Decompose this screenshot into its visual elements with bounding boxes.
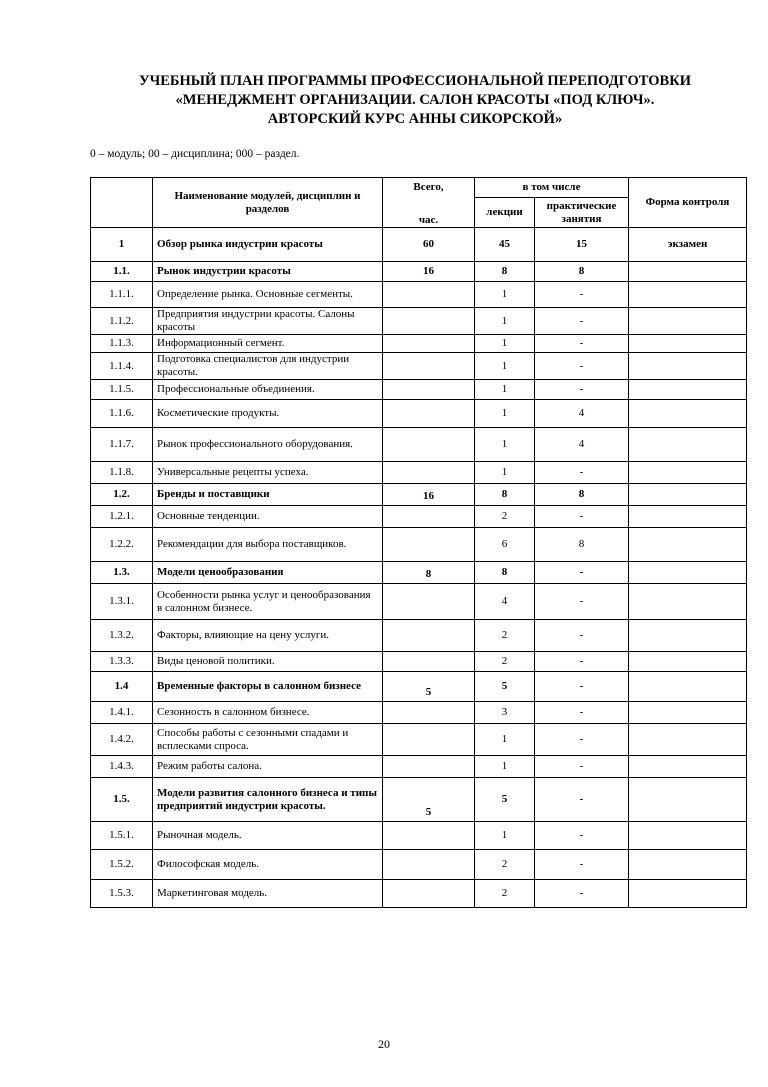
row-total-hours: 60: [383, 228, 475, 262]
header-total-top: Всего,: [383, 178, 475, 212]
row-total-hours: [383, 506, 475, 528]
row-number: 1.1.5.: [91, 380, 153, 400]
row-total-hours: [383, 702, 475, 724]
row-practice-hours: -: [535, 620, 629, 652]
title-line-1: УЧЕБНЫЙ ПЛАН ПРОГРАММЫ ПРОФЕССИОНАЛЬНОЙ ПЕРЕПОДГОТОВКИ: [138, 73, 692, 89]
row-control-form: [629, 262, 747, 282]
row-lecture-hours: 8: [475, 562, 535, 584]
row-name: Подготовка специалистов для индустрии красоты.: [153, 353, 383, 380]
row-name: Философская модель.: [153, 850, 383, 880]
row-practice-hours: -: [535, 308, 629, 335]
row-control-form: [629, 462, 747, 484]
row-total-hours: [383, 584, 475, 620]
row-lecture-hours: 1: [475, 822, 535, 850]
table-row: [91, 282, 747, 308]
row-number: 1.1.6.: [91, 400, 153, 428]
row-lecture-hours: 1: [475, 462, 535, 484]
row-number: 1.5.2.: [91, 850, 153, 880]
row-lecture-hours: 1: [475, 428, 535, 462]
row-practice-hours: -: [535, 756, 629, 778]
table-row: [91, 400, 747, 428]
row-practice-hours: 8: [535, 262, 629, 282]
row-number: 1.5.: [91, 778, 153, 822]
row-number: 1.1.1.: [91, 282, 153, 308]
row-lecture-hours: 2: [475, 620, 535, 652]
row-lecture-hours: 8: [475, 262, 535, 282]
table-row: [91, 562, 747, 584]
table-row: [91, 380, 747, 400]
table-row: [91, 880, 747, 908]
numbering-legend: 0 – модуль; 00 – дисциплина; 000 – раздел.: [90, 148, 300, 160]
row-practice-hours: 15: [535, 228, 629, 262]
row-practice-hours: -: [535, 822, 629, 850]
row-practice-hours: -: [535, 562, 629, 584]
row-practice-hours: -: [535, 584, 629, 620]
table-row: [91, 506, 747, 528]
row-practice-hours: 8: [535, 484, 629, 506]
row-lecture-hours: 2: [475, 850, 535, 880]
row-lecture-hours: 6: [475, 528, 535, 562]
row-control-form: [629, 778, 747, 822]
table-row: [91, 620, 747, 652]
row-number: 1.2.: [91, 484, 153, 506]
row-name: Рынок профессионального оборудования.: [153, 428, 383, 462]
row-practice-hours: -: [535, 672, 629, 702]
row-total-hours: [383, 756, 475, 778]
row-total-hours: 16: [383, 484, 475, 506]
table-row: [91, 756, 747, 778]
row-name: Рынок индустрии красоты: [153, 262, 383, 282]
table-row: [91, 724, 747, 756]
header-incl: в том числе: [475, 178, 629, 198]
row-total-hours: [383, 724, 475, 756]
row-practice-hours: -: [535, 353, 629, 380]
row-practice-hours: -: [535, 850, 629, 880]
row-total-hours: [383, 462, 475, 484]
row-lecture-hours: 1: [475, 400, 535, 428]
row-number: 1.5.1.: [91, 822, 153, 850]
row-name: Способы работы с сезонными спадами и всплесками спроса.: [153, 724, 383, 756]
row-control-form: [629, 528, 747, 562]
row-total-hours: [383, 308, 475, 335]
row-total-hours: [383, 353, 475, 380]
table-row: [91, 652, 747, 672]
row-number: 1.3.: [91, 562, 153, 584]
row-lecture-hours: 2: [475, 506, 535, 528]
row-total-hours: [383, 652, 475, 672]
row-lecture-hours: 1: [475, 353, 535, 380]
row-control-form: [629, 652, 747, 672]
row-lecture-hours: 1: [475, 380, 535, 400]
row-lecture-hours: 45: [475, 228, 535, 262]
row-number: 1.4.1.: [91, 702, 153, 724]
row-practice-hours: -: [535, 282, 629, 308]
table-row: [91, 850, 747, 880]
table-row: [91, 584, 747, 620]
row-name: Модели развития салонного бизнеса и типы предприятий индустрии красоты.: [153, 778, 383, 822]
row-name: Сезонность в салонном бизнесе.: [153, 702, 383, 724]
page-number: 20: [378, 1037, 390, 1051]
row-number: 1.4.2.: [91, 724, 153, 756]
table-row: [91, 528, 747, 562]
row-total-hours: 16: [383, 262, 475, 282]
row-lecture-hours: 5: [475, 672, 535, 702]
header-row-1: [91, 178, 747, 198]
row-number: 1.1.3.: [91, 335, 153, 353]
row-lecture-hours: 4: [475, 584, 535, 620]
row-control-form: [629, 380, 747, 400]
row-control-form: [629, 400, 747, 428]
row-total-hours: [383, 400, 475, 428]
table-row: [91, 308, 747, 335]
row-name: Универсальные рецепты успеха.: [153, 462, 383, 484]
row-number: 1.1.2.: [91, 308, 153, 335]
row-control-form: [629, 506, 747, 528]
row-lecture-hours: 1: [475, 756, 535, 778]
row-number: 1: [91, 228, 153, 262]
header-total-bottom: час.: [383, 212, 475, 228]
row-practice-hours: -: [535, 652, 629, 672]
row-number: 1.1.: [91, 262, 153, 282]
row-control-form: [629, 880, 747, 908]
row-name: Особенности рынка услуг и ценообразования в салонном бизнесе.: [153, 584, 383, 620]
table-row: [91, 672, 747, 702]
row-name: Режим работы салона.: [153, 756, 383, 778]
row-name: Косметические продукты.: [153, 400, 383, 428]
row-lecture-hours: 8: [475, 484, 535, 506]
header-control: Форма контроля: [629, 178, 747, 228]
table-row: [91, 335, 747, 353]
row-practice-hours: 4: [535, 400, 629, 428]
row-name: Рекомендации для выбора поставщиков.: [153, 528, 383, 562]
row-lecture-hours: 3: [475, 702, 535, 724]
row-control-form: [629, 702, 747, 724]
row-practice-hours: -: [535, 380, 629, 400]
row-practice-hours: -: [535, 335, 629, 353]
table-row: [91, 702, 747, 724]
header-lectures: лекции: [475, 198, 535, 228]
row-total-hours: [383, 850, 475, 880]
row-control-form: [629, 756, 747, 778]
row-total-hours: [383, 620, 475, 652]
row-lecture-hours: 1: [475, 335, 535, 353]
row-name: Основные тенденции.: [153, 506, 383, 528]
row-total-hours: [383, 380, 475, 400]
row-number: 1.2.1.: [91, 506, 153, 528]
row-number: 1.1.7.: [91, 428, 153, 462]
row-control-form: [629, 584, 747, 620]
row-name: Определение рынка. Основные сегменты.: [153, 282, 383, 308]
row-name: Обзор рынка индустрии красоты: [153, 228, 383, 262]
header-num-cell: [91, 178, 153, 228]
table-row: [91, 353, 747, 380]
table-row: [91, 822, 747, 850]
row-practice-hours: -: [535, 702, 629, 724]
row-name: Информационный сегмент.: [153, 335, 383, 353]
row-number: 1.4: [91, 672, 153, 702]
row-control-form: [629, 822, 747, 850]
row-lecture-hours: 1: [475, 282, 535, 308]
row-lecture-hours: 2: [475, 880, 535, 908]
row-practice-hours: 8: [535, 528, 629, 562]
table-row: [91, 778, 747, 822]
row-name: Предприятия индустрии красоты. Салоны красоты: [153, 308, 383, 335]
row-name: Рыночная модель.: [153, 822, 383, 850]
row-lecture-hours: 5: [475, 778, 535, 822]
row-practice-hours: -: [535, 880, 629, 908]
table-row: [91, 228, 747, 262]
header-practice: практические занятия: [535, 198, 629, 228]
header-name-cell: Наименование модулей, дисциплин и разделов: [153, 178, 383, 228]
document-title: [90, 72, 740, 129]
row-control-form: [629, 672, 747, 702]
row-total-hours: 5: [383, 778, 475, 822]
row-total-hours: [383, 282, 475, 308]
row-control-form: [629, 428, 747, 462]
title-line-3: АВТОРСКИЙ КУРС АННЫ СИКОРСКОЙ»: [267, 111, 563, 127]
table-row: [91, 428, 747, 462]
row-control-form: [629, 308, 747, 335]
row-name: Виды ценовой политики.: [153, 652, 383, 672]
row-total-hours: [383, 822, 475, 850]
row-control-form: [629, 562, 747, 584]
row-total-hours: [383, 880, 475, 908]
row-number: 1.4.3.: [91, 756, 153, 778]
row-control-form: [629, 282, 747, 308]
row-number: 1.3.3.: [91, 652, 153, 672]
title-line-2: «МЕНЕДЖМЕНТ ОРГАНИЗАЦИИ. САЛОН КРАСОТЫ «ПОД КЛЮЧ».: [175, 92, 655, 108]
row-control-form: [629, 335, 747, 353]
row-number: 1.2.2.: [91, 528, 153, 562]
row-number: 1.3.2.: [91, 620, 153, 652]
table-row: [91, 484, 747, 506]
curriculum-table: [90, 177, 747, 908]
row-lecture-hours: 1: [475, 308, 535, 335]
row-control-form: экзамен: [629, 228, 747, 262]
row-total-hours: 5: [383, 672, 475, 702]
row-total-hours: 8: [383, 562, 475, 584]
row-practice-hours: 4: [535, 428, 629, 462]
table-row: [91, 462, 747, 484]
row-lecture-hours: 2: [475, 652, 535, 672]
row-name: Факторы, влияющие на цену услуги.: [153, 620, 383, 652]
row-name: Временные факторы в салонном бизнесе: [153, 672, 383, 702]
row-control-form: [629, 620, 747, 652]
table-row: [91, 262, 747, 282]
row-total-hours: [383, 528, 475, 562]
row-practice-hours: -: [535, 506, 629, 528]
row-number: 1.1.4.: [91, 353, 153, 380]
row-number: 1.5.3.: [91, 880, 153, 908]
row-practice-hours: -: [535, 778, 629, 822]
row-control-form: [629, 724, 747, 756]
row-lecture-hours: 1: [475, 724, 535, 756]
row-control-form: [629, 484, 747, 506]
row-control-form: [629, 353, 747, 380]
row-name: Модели ценообразования: [153, 562, 383, 584]
row-name: Маркетинговая модель.: [153, 880, 383, 908]
row-practice-hours: -: [535, 724, 629, 756]
row-total-hours: [383, 428, 475, 462]
row-number: 1.1.8.: [91, 462, 153, 484]
row-name: Профессиональные объединения.: [153, 380, 383, 400]
row-number: 1.3.1.: [91, 584, 153, 620]
row-total-hours: [383, 335, 475, 353]
row-control-form: [629, 850, 747, 880]
row-practice-hours: -: [535, 462, 629, 484]
row-name: Бренды и поставщики: [153, 484, 383, 506]
